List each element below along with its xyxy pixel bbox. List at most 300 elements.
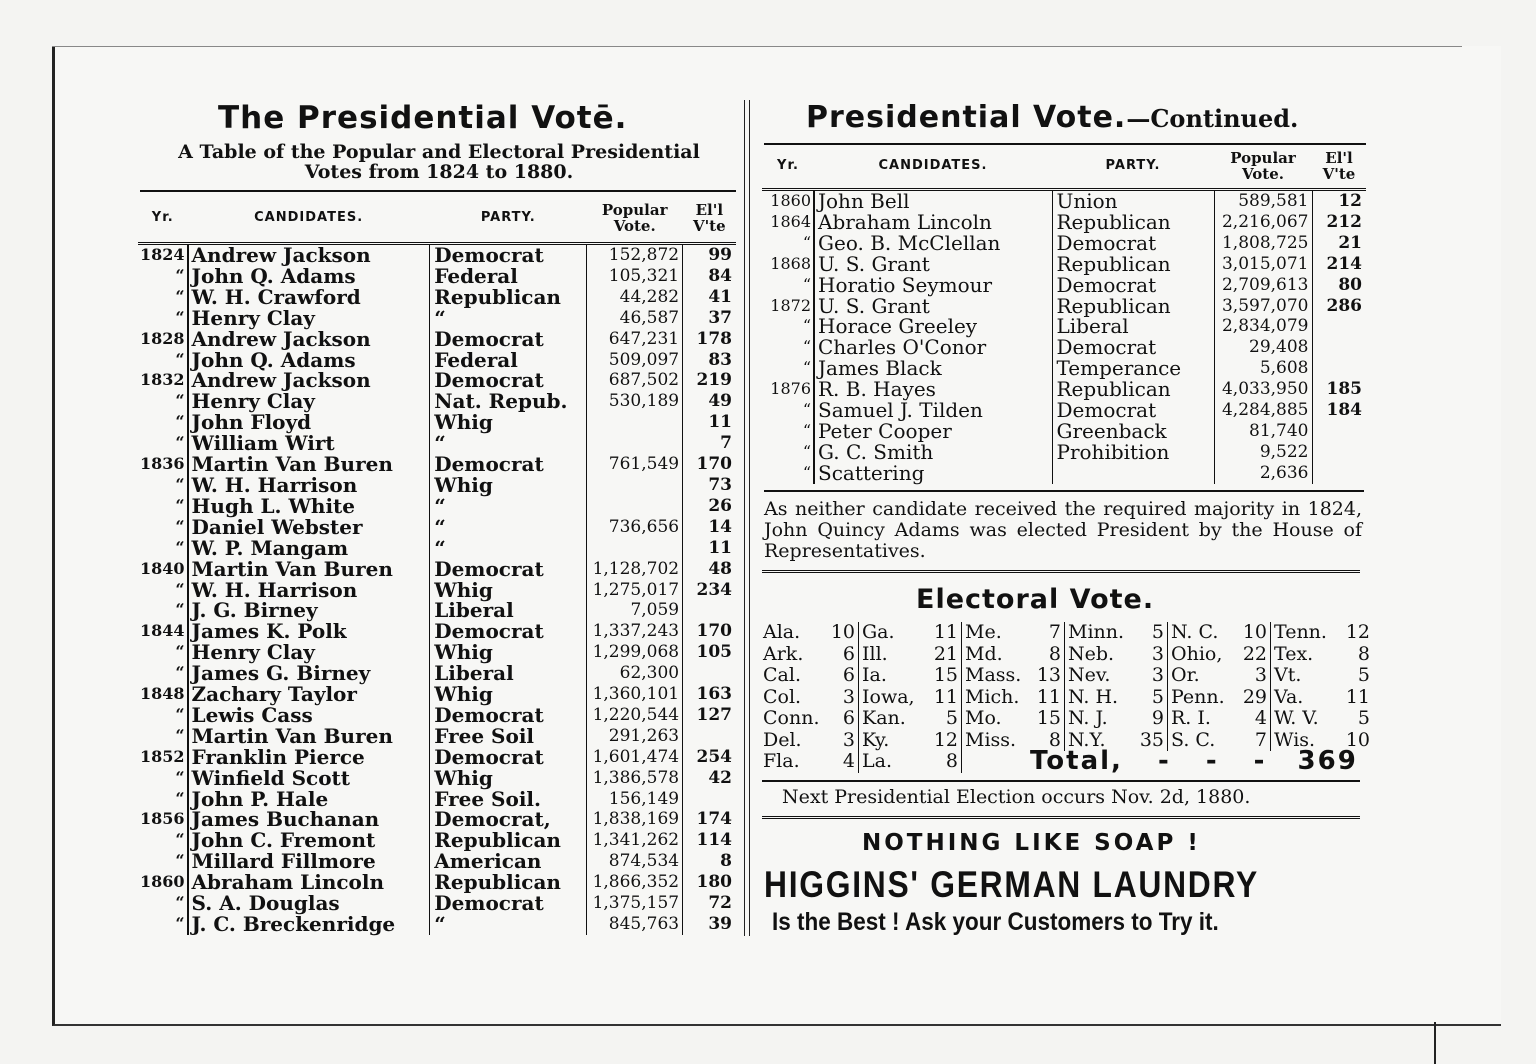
candidate-cell: Lewis Cass <box>188 705 430 726</box>
state-electoral-votes: 10 <box>1235 622 1271 644</box>
electoral-vote-cell: 178 <box>683 329 736 350</box>
state-electoral-votes: 7 <box>1029 622 1065 644</box>
candidate-cell: U. S. Grant <box>814 296 1052 317</box>
candidate-cell: Zachary Taylor <box>188 684 430 705</box>
popular-vote-cell: 5,608 <box>1214 358 1312 379</box>
ad-headline: NOTHING LIKE SOAP ! <box>862 830 1201 856</box>
party-cell: Liberal <box>430 663 587 684</box>
party-cell: Whig <box>430 642 587 663</box>
table-row <box>138 454 736 475</box>
popular-vote-cell: 152,872 <box>587 244 683 266</box>
electoral-vote-cell: 42 <box>683 768 736 789</box>
electoral-vote-cell: 174 <box>683 809 736 830</box>
party-cell: Republican <box>1052 379 1214 400</box>
table-row <box>762 190 1366 212</box>
table-row <box>138 663 736 684</box>
popular-vote-cell: 845,763 <box>587 914 683 935</box>
year-cell: “ <box>175 349 185 369</box>
candidate-cell: Geo. B. McClellan <box>814 233 1052 254</box>
page-edge-line <box>1434 1022 1436 1064</box>
popular-vote-cell: 1,337,243 <box>587 621 683 642</box>
candidate-cell: Samuel J. Tilden <box>814 400 1052 421</box>
table-row <box>762 233 1366 254</box>
state-abbrev: Col. <box>763 685 802 708</box>
party-cell: Prohibition <box>1052 442 1214 463</box>
year-cell: “ <box>802 400 811 420</box>
note-rule <box>764 490 1364 492</box>
table-row <box>138 726 736 747</box>
candidate-cell: W. H. Harrison <box>188 475 430 496</box>
candidate-cell: R. B. Hayes <box>814 379 1052 400</box>
candidate-cell: S. A. Douglas <box>188 893 430 914</box>
party-cell: Democrat <box>1052 337 1214 358</box>
popular-vote-cell: 44,282 <box>587 287 683 308</box>
candidate-cell: Martin Van Buren <box>188 559 430 580</box>
header-electoral: El'l V'te <box>1312 144 1366 190</box>
state-electoral-votes: 8 <box>1029 644 1065 666</box>
state-electoral-votes: 11 <box>1345 685 1370 708</box>
year-cell: “ <box>175 767 185 787</box>
electoral-vote-cell: 11 <box>683 538 736 559</box>
party-cell: “ <box>430 433 587 454</box>
state-abbrev: Penn. <box>1171 685 1225 708</box>
candidate-cell: Henry Clay <box>188 391 430 412</box>
party-cell: Union <box>1052 190 1214 212</box>
year-cell: “ <box>175 663 185 683</box>
electoral-vote-cell: 21 <box>1312 233 1366 254</box>
header-popular: Popular Vote. <box>1214 144 1312 190</box>
table-row <box>138 747 736 768</box>
electoral-vote-cell: 41 <box>683 287 736 308</box>
electoral-vote-cell: 8 <box>683 851 736 872</box>
right-title-suffix: —Continued. <box>1126 104 1299 133</box>
year-cell: “ <box>175 433 185 453</box>
left-subtitle <box>140 142 738 182</box>
party-cell: Free Soil <box>430 726 587 747</box>
party-cell: Democrat <box>430 705 587 726</box>
year-cell: “ <box>175 286 185 306</box>
party-cell: Nat. Repub. <box>430 391 587 412</box>
party-cell: Democrat <box>430 454 587 475</box>
popular-vote-cell: 1,299,068 <box>587 642 683 663</box>
year-cell: 1860 <box>770 191 811 210</box>
party-cell: Republican <box>430 830 587 851</box>
party-cell: Democrat <box>430 559 587 580</box>
state-electoral-votes: 7 <box>1235 730 1271 752</box>
state-abbrev: Nev. <box>1068 664 1111 686</box>
candidate-cell: J. C. Breckenridge <box>188 914 430 935</box>
popular-vote-cell: 62,300 <box>587 663 683 684</box>
candidate-cell: John Q. Adams <box>188 266 430 287</box>
electoral-vote-cell <box>683 789 736 810</box>
electoral-vote-cell: 214 <box>1312 254 1366 275</box>
state-abbrev: Ga. <box>862 621 895 643</box>
candidate-cell: Martin Van Buren <box>188 454 430 475</box>
party-cell: “ <box>430 308 587 329</box>
popular-vote-cell: 29,408 <box>1214 337 1312 358</box>
party-cell: Whig <box>430 768 587 789</box>
electoral-vote-cell: 48 <box>683 559 736 580</box>
party-cell: Liberal <box>430 600 587 621</box>
party-cell: Whig <box>430 475 587 496</box>
table-row <box>138 496 736 517</box>
state-abbrev: Conn. <box>763 707 820 729</box>
state-abbrev: N. H. <box>1068 685 1119 708</box>
state-electoral-votes: 5 <box>1357 707 1370 729</box>
table-row <box>138 266 736 287</box>
candidate-cell: John Bell <box>814 190 1052 212</box>
state-abbrev: Del. <box>763 728 802 751</box>
candidate-cell: G. C. Smith <box>814 442 1052 463</box>
state-abbrev: Neb. <box>1068 642 1115 665</box>
header-party: PARTY. <box>430 194 587 244</box>
state-electoral-votes: 15 <box>1029 708 1065 730</box>
state-abbrev: S. C. <box>1171 728 1216 751</box>
electoral-vote-cell: 184 <box>1312 400 1366 421</box>
state-abbrev: Fla. <box>763 750 800 772</box>
year-cell: “ <box>175 830 185 850</box>
year-cell: “ <box>175 600 185 620</box>
state-electoral-votes: 6 <box>823 708 859 730</box>
state-abbrev: Ark. <box>763 642 804 665</box>
electoral-total <box>1030 746 1358 776</box>
year-cell: “ <box>802 358 811 378</box>
total-label: Total, <box>1030 746 1123 776</box>
popular-vote-cell: 291,263 <box>587 726 683 747</box>
popular-vote-cell: 647,231 <box>587 329 683 350</box>
year-cell: “ <box>802 441 811 461</box>
table-row <box>762 212 1366 233</box>
popular-vote-cell: 7,059 <box>587 600 683 621</box>
table-row <box>762 296 1366 317</box>
header-party: PARTY. <box>1052 144 1214 190</box>
table-row <box>138 642 736 663</box>
electoral-vote-cell: 26 <box>683 496 736 517</box>
header-candidates: CANDIDATES. <box>188 194 430 244</box>
popular-vote-cell: 4,033,950 <box>1214 379 1312 400</box>
year-cell: 1860 <box>140 872 185 892</box>
state-electoral-votes: 11 <box>1029 687 1065 709</box>
electoral-vote-cell: 185 <box>1312 379 1366 400</box>
electoral-vote-cell: 99 <box>683 244 736 266</box>
candidate-cell: John Floyd <box>188 412 430 433</box>
electoral-vote-cell <box>683 600 736 621</box>
state-electoral-votes: 3 <box>823 687 859 709</box>
state-abbrev: Tex. <box>1274 642 1314 665</box>
year-cell: “ <box>175 516 185 536</box>
popular-vote-cell <box>587 475 683 496</box>
state-abbrev: Cal. <box>763 664 801 686</box>
table-row <box>138 517 736 538</box>
popular-vote-cell: 9,522 <box>1214 442 1312 463</box>
party-cell: Democrat <box>430 329 587 350</box>
electoral-vote-cell: 73 <box>683 475 736 496</box>
popular-vote-cell: 1,601,474 <box>587 747 683 768</box>
table-row <box>138 475 736 496</box>
party-cell: Democrat, <box>430 809 587 830</box>
candidate-cell: John P. Hale <box>188 789 430 810</box>
table-row <box>762 337 1366 358</box>
year-cell: “ <box>175 851 185 871</box>
ad-tagline: Is the Best ! Ask your Customers to Try it. <box>772 908 1219 936</box>
candidate-cell: W. H. Crawford <box>188 287 430 308</box>
year-cell: 1856 <box>140 809 185 829</box>
table-row <box>762 379 1366 400</box>
party-cell: “ <box>430 914 587 935</box>
state-electoral-votes: 6 <box>823 644 859 666</box>
ad-brand: HIGGINS' GERMAN LAUNDRY <box>764 864 1259 905</box>
candidate-cell: Martin Van Buren <box>188 726 430 747</box>
candidate-cell: Andrew Jackson <box>188 329 430 350</box>
total-value: 369 <box>1297 746 1358 776</box>
candidate-cell: James K. Polk <box>188 621 430 642</box>
candidate-cell: Daniel Webster <box>188 517 430 538</box>
year-cell: “ <box>175 537 185 557</box>
state-electoral-votes: 8 <box>1357 642 1370 665</box>
year-cell: “ <box>802 316 811 336</box>
popular-vote-cell: 1,386,578 <box>587 768 683 789</box>
electoral-vote-cell: 170 <box>683 621 736 642</box>
state-abbrev: Ala. <box>763 621 801 643</box>
state-electoral-votes: 4 <box>1235 708 1271 730</box>
table-row <box>138 329 736 350</box>
electoral-vote-cell: 254 <box>683 747 736 768</box>
candidate-cell: James G. Birney <box>188 663 430 684</box>
electoral-vote-cell: 80 <box>1312 275 1366 296</box>
year-cell: 1864 <box>770 211 811 231</box>
state-electoral-votes: 15 <box>926 665 962 687</box>
table-row <box>138 893 736 914</box>
electoral-vote-cell <box>1312 316 1366 337</box>
table-row <box>138 559 736 580</box>
year-cell: 1872 <box>770 295 811 315</box>
candidate-cell: Andrew Jackson <box>188 244 430 266</box>
column-divider <box>744 100 750 936</box>
year-cell: “ <box>175 391 185 411</box>
table-row <box>138 768 736 789</box>
candidate-cell: Abraham Lincoln <box>188 872 430 893</box>
popular-vote-cell: 4,284,885 <box>1214 400 1312 421</box>
state-abbrev: Mo. <box>965 707 1002 729</box>
header-electoral: El'l V'te <box>683 194 736 244</box>
electoral-vote-cell: 170 <box>683 454 736 475</box>
popular-vote-cell: 509,097 <box>587 350 683 371</box>
state-abbrev: N.Y. <box>1068 728 1106 751</box>
table-row <box>138 538 736 559</box>
state-abbrev: N. C. <box>1171 621 1219 643</box>
state-abbrev: N. J. <box>1068 707 1108 729</box>
state-electoral-votes: 3 <box>1132 644 1168 666</box>
electoral-row <box>760 644 1373 666</box>
state-electoral-votes: 13 <box>1029 665 1065 687</box>
state-abbrev: Miss. <box>965 728 1017 751</box>
right-vote-table <box>762 144 1366 484</box>
electoral-vote-cell: 212 <box>1312 212 1366 233</box>
popular-vote-cell: 589,581 <box>1214 190 1312 212</box>
year-cell: 1868 <box>770 253 811 273</box>
state-electoral-votes: 5 <box>1132 687 1168 709</box>
electoral-vote-cell: 83 <box>683 350 736 371</box>
year-cell: “ <box>175 704 185 724</box>
popular-vote-cell <box>587 496 683 517</box>
state-abbrev: Me. <box>965 621 1002 643</box>
popular-vote-cell: 2,636 <box>1214 463 1312 484</box>
party-cell: Democrat <box>430 370 587 391</box>
state-electoral-votes: 3 <box>1235 665 1271 687</box>
candidate-cell: W. H. Harrison <box>188 580 430 601</box>
table-row <box>762 421 1366 442</box>
party-cell: Liberal <box>1052 316 1214 337</box>
state-electoral-votes: 11 <box>926 622 962 644</box>
electoral-vote-cell: 39 <box>683 914 736 935</box>
year-cell: 1824 <box>140 245 185 264</box>
popular-vote-cell: 874,534 <box>587 851 683 872</box>
popular-vote-cell: 1,360,101 <box>587 684 683 705</box>
candidate-cell: Henry Clay <box>188 642 430 663</box>
table-row <box>138 433 736 454</box>
year-cell: “ <box>175 265 185 285</box>
party-cell: Democrat <box>430 621 587 642</box>
candidate-cell: Henry Clay <box>188 308 430 329</box>
party-cell: Republican <box>1052 254 1214 275</box>
year-cell: “ <box>175 412 185 432</box>
year-cell: “ <box>802 337 811 357</box>
state-electoral-votes: 12 <box>1345 621 1370 643</box>
table-row <box>762 463 1366 484</box>
candidate-cell: Peter Cooper <box>814 421 1052 442</box>
year-cell: 1832 <box>140 370 185 390</box>
year-cell: 1848 <box>140 684 185 704</box>
state-abbrev: Minn. <box>1068 621 1125 643</box>
candidate-cell: Millard Fillmore <box>188 851 430 872</box>
next-election-text: Next Presidential Election occurs Nov. 2d, 1880. <box>782 786 1251 808</box>
table-row <box>138 914 736 935</box>
party-cell: “ <box>430 517 587 538</box>
state-abbrev: Mich. <box>965 685 1020 708</box>
table-row <box>138 350 736 371</box>
table-row <box>138 412 736 433</box>
year-cell: “ <box>802 274 811 294</box>
state-abbrev: Ill. <box>862 642 888 665</box>
year-cell: 1828 <box>140 328 185 348</box>
left-subtitle-line1: A Table of the Popular and Electoral Presidential <box>178 141 700 163</box>
table-row <box>138 872 736 893</box>
state-electoral-votes: 10 <box>1345 728 1370 751</box>
party-cell: Federal <box>430 350 587 371</box>
candidate-cell: Horace Greeley <box>814 316 1052 337</box>
candidate-cell: Franklin Pierce <box>188 747 430 768</box>
table-row <box>762 316 1366 337</box>
party-cell: Whig <box>430 684 587 705</box>
year-cell: “ <box>802 462 811 482</box>
candidate-cell: Andrew Jackson <box>188 370 430 391</box>
ad-rule <box>762 816 1360 819</box>
state-electoral-votes: 12 <box>926 730 962 752</box>
party-cell: Democrat <box>430 893 587 914</box>
party-cell: American <box>430 851 587 872</box>
year-cell: 1852 <box>140 746 185 766</box>
party-cell: Democrat <box>1052 400 1214 421</box>
party-cell: Greenback <box>1052 421 1214 442</box>
right-title-main: Presidential Vote. <box>806 100 1127 135</box>
left-header-rule <box>140 190 736 192</box>
year-cell: 1840 <box>140 558 185 578</box>
header-candidates: CANDIDATES. <box>814 144 1052 190</box>
state-electoral-votes: 3 <box>1132 665 1168 687</box>
electoral-vote-cell: 72 <box>683 893 736 914</box>
popular-vote-cell: 530,189 <box>587 391 683 412</box>
party-cell: Temperance <box>1052 358 1214 379</box>
table-row <box>138 621 736 642</box>
table-row <box>138 244 736 266</box>
table-row <box>138 370 736 391</box>
electoral-vote-cell: 37 <box>683 308 736 329</box>
table-row <box>138 789 736 810</box>
state-abbrev: Ia. <box>862 664 887 686</box>
electoral-vote-cell: 163 <box>683 684 736 705</box>
party-cell: “ <box>430 496 587 517</box>
party-cell: Republican <box>430 287 587 308</box>
state-abbrev: Ky. <box>862 728 890 751</box>
popular-vote-cell: 81,740 <box>1214 421 1312 442</box>
party-cell: Democrat <box>430 244 587 266</box>
candidate-cell: John C. Fremont <box>188 830 430 851</box>
party-cell <box>1052 463 1214 484</box>
header-yr: Yr. <box>762 144 814 190</box>
state-abbrev: W. V. <box>1274 707 1319 729</box>
electoral-row <box>760 708 1373 730</box>
electoral-vote-cell <box>1312 421 1366 442</box>
electoral-vote-cell: 127 <box>683 705 736 726</box>
table-row <box>762 275 1366 296</box>
table-row <box>138 287 736 308</box>
electoral-rule <box>762 570 1360 573</box>
electoral-vote-cell <box>1312 337 1366 358</box>
candidate-cell: Scattering <box>814 463 1052 484</box>
electoral-vote-cell: 7 <box>683 433 736 454</box>
year-cell: “ <box>175 725 185 745</box>
candidate-cell: Hugh L. White <box>188 496 430 517</box>
year-cell: 1836 <box>140 454 185 474</box>
candidate-cell: John Q. Adams <box>188 350 430 371</box>
candidate-cell: William Wirt <box>188 433 430 454</box>
state-abbrev: Tenn. <box>1274 621 1327 643</box>
popular-vote-cell: 2,834,079 <box>1214 316 1312 337</box>
electoral-vote-cell: 105 <box>683 642 736 663</box>
popular-vote-cell: 105,321 <box>587 266 683 287</box>
table-row <box>762 442 1366 463</box>
state-abbrev: La. <box>862 750 892 772</box>
popular-vote-cell: 3,015,071 <box>1214 254 1312 275</box>
year-cell: “ <box>175 307 185 327</box>
year-cell: “ <box>802 420 811 440</box>
electoral-vote-cell: 14 <box>683 517 736 538</box>
popular-vote-cell: 2,709,613 <box>1214 275 1312 296</box>
table-row <box>138 705 736 726</box>
party-cell: Republican <box>1052 212 1214 233</box>
popular-vote-cell: 1,220,544 <box>587 705 683 726</box>
table-row <box>762 254 1366 275</box>
state-electoral-votes: 21 <box>926 644 962 666</box>
popular-vote-cell: 761,549 <box>587 454 683 475</box>
popular-vote-cell: 1,275,017 <box>587 580 683 601</box>
popular-vote-cell: 3,597,070 <box>1214 296 1312 317</box>
table-row <box>138 580 736 601</box>
party-cell: Whig <box>430 580 587 601</box>
popular-vote-cell <box>587 538 683 559</box>
electoral-vote-cell: 12 <box>1312 190 1366 212</box>
state-abbrev: Kan. <box>862 707 906 729</box>
